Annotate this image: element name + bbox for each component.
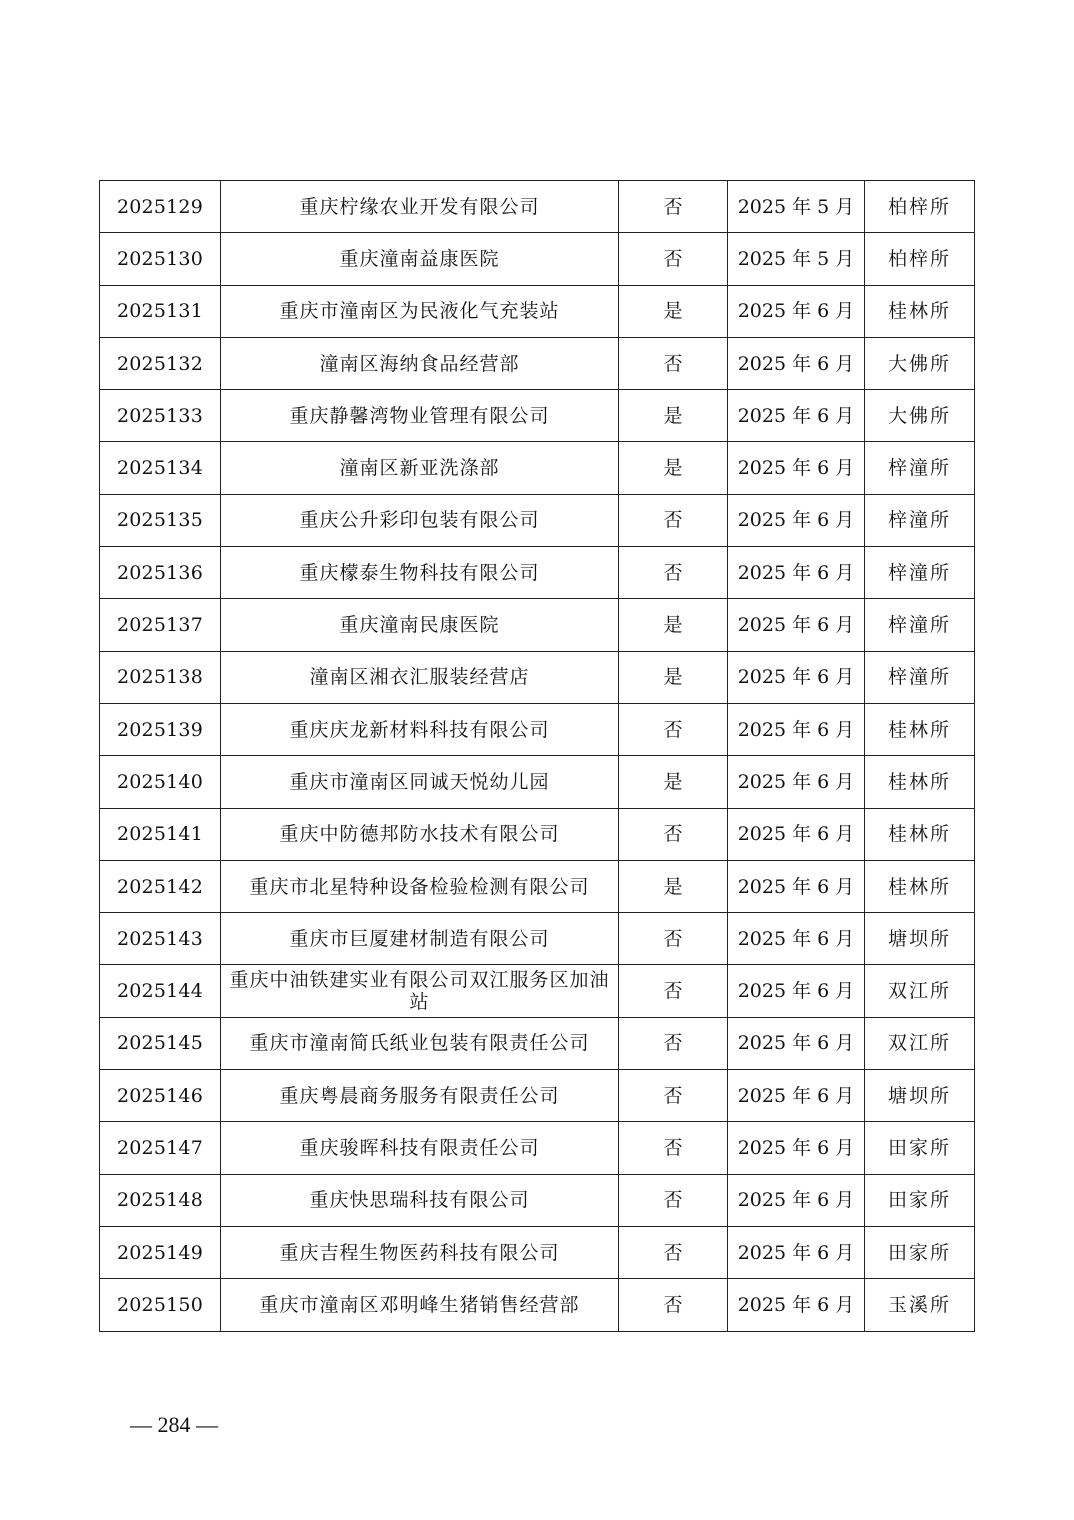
date-cell: 2025 年 5 月 xyxy=(728,181,865,233)
records-table xyxy=(99,180,975,1332)
records-table-body xyxy=(100,181,975,1332)
date-cell: 2025 年 6 月 xyxy=(728,1017,865,1069)
table-row xyxy=(100,1070,975,1122)
record-id-cell: 2025129 xyxy=(100,181,221,233)
record-id-cell: 2025132 xyxy=(100,337,221,389)
record-id-cell: 2025136 xyxy=(100,547,221,599)
office-cell: 玉溪所 xyxy=(865,1279,975,1331)
office-cell: 柏梓所 xyxy=(865,233,975,285)
date-cell: 2025 年 6 月 xyxy=(728,913,865,965)
flag-cell: 否 xyxy=(619,1226,728,1278)
table-row xyxy=(100,1226,975,1278)
office-cell: 梓潼所 xyxy=(865,651,975,703)
company-name-cell: 重庆静馨湾物业管理有限公司 xyxy=(221,390,619,442)
company-name-cell: 重庆潼南益康医院 xyxy=(221,233,619,285)
company-name-cell: 重庆庆龙新材料科技有限公司 xyxy=(221,703,619,755)
table-row xyxy=(100,965,975,1017)
table-row xyxy=(100,1279,975,1331)
company-name-cell: 重庆公升彩印包装有限公司 xyxy=(221,494,619,546)
record-id-cell: 2025145 xyxy=(100,1017,221,1069)
office-cell: 塘坝所 xyxy=(865,913,975,965)
flag-cell: 是 xyxy=(619,756,728,808)
record-id-cell: 2025134 xyxy=(100,442,221,494)
flag-cell: 否 xyxy=(619,1174,728,1226)
flag-cell: 否 xyxy=(619,808,728,860)
table-row xyxy=(100,703,975,755)
table-row xyxy=(100,1174,975,1226)
office-cell: 桂林所 xyxy=(865,860,975,912)
flag-cell: 是 xyxy=(619,860,728,912)
flag-cell: 否 xyxy=(619,1122,728,1174)
flag-cell: 是 xyxy=(619,285,728,337)
table-row xyxy=(100,599,975,651)
flag-cell: 否 xyxy=(619,1279,728,1331)
company-name-cell: 重庆市潼南区邓明峰生猪销售经营部 xyxy=(221,1279,619,1331)
office-cell: 田家所 xyxy=(865,1174,975,1226)
date-cell: 2025 年 5 月 xyxy=(728,233,865,285)
company-name-cell: 重庆市潼南区为民液化气充装站 xyxy=(221,285,619,337)
table-row xyxy=(100,442,975,494)
office-cell: 大佛所 xyxy=(865,337,975,389)
flag-cell: 否 xyxy=(619,547,728,599)
company-name-cell: 潼南区海纳食品经营部 xyxy=(221,337,619,389)
table-row xyxy=(100,1122,975,1174)
date-cell: 2025 年 6 月 xyxy=(728,390,865,442)
office-cell: 桂林所 xyxy=(865,756,975,808)
office-cell: 田家所 xyxy=(865,1226,975,1278)
table-row xyxy=(100,181,975,233)
date-cell: 2025 年 6 月 xyxy=(728,860,865,912)
date-cell: 2025 年 6 月 xyxy=(728,494,865,546)
flag-cell: 否 xyxy=(619,181,728,233)
company-name-cell: 重庆骏晖科技有限责任公司 xyxy=(221,1122,619,1174)
company-name-cell: 重庆快思瑞科技有限公司 xyxy=(221,1174,619,1226)
table-row xyxy=(100,1017,975,1069)
date-cell: 2025 年 6 月 xyxy=(728,442,865,494)
office-cell: 梓潼所 xyxy=(865,547,975,599)
date-cell: 2025 年 6 月 xyxy=(728,756,865,808)
record-id-cell: 2025144 xyxy=(100,965,221,1017)
table-row xyxy=(100,808,975,860)
company-name-cell: 重庆市巨厦建材制造有限公司 xyxy=(221,913,619,965)
record-id-cell: 2025133 xyxy=(100,390,221,442)
date-cell: 2025 年 6 月 xyxy=(728,1226,865,1278)
company-name-cell: 重庆柠缘农业开发有限公司 xyxy=(221,181,619,233)
date-cell: 2025 年 6 月 xyxy=(728,651,865,703)
record-id-cell: 2025143 xyxy=(100,913,221,965)
date-cell: 2025 年 6 月 xyxy=(728,965,865,1017)
flag-cell: 是 xyxy=(619,599,728,651)
record-id-cell: 2025148 xyxy=(100,1174,221,1226)
record-id-cell: 2025142 xyxy=(100,860,221,912)
record-id-cell: 2025138 xyxy=(100,651,221,703)
record-id-cell: 2025147 xyxy=(100,1122,221,1174)
company-name-cell: 重庆中防德邦防水技术有限公司 xyxy=(221,808,619,860)
office-cell: 柏梓所 xyxy=(865,181,975,233)
record-id-cell: 2025140 xyxy=(100,756,221,808)
office-cell: 桂林所 xyxy=(865,808,975,860)
company-name-cell: 重庆中油铁建实业有限公司双江服务区加油站 xyxy=(221,965,619,1017)
office-cell: 梓潼所 xyxy=(865,442,975,494)
flag-cell: 否 xyxy=(619,1017,728,1069)
company-name-cell: 重庆市北星特种设备检验检测有限公司 xyxy=(221,860,619,912)
table-row xyxy=(100,860,975,912)
date-cell: 2025 年 6 月 xyxy=(728,703,865,755)
table-row xyxy=(100,390,975,442)
record-id-cell: 2025135 xyxy=(100,494,221,546)
office-cell: 双江所 xyxy=(865,965,975,1017)
record-id-cell: 2025131 xyxy=(100,285,221,337)
date-cell: 2025 年 6 月 xyxy=(728,285,865,337)
table-row xyxy=(100,233,975,285)
office-cell: 田家所 xyxy=(865,1122,975,1174)
office-cell: 桂林所 xyxy=(865,285,975,337)
flag-cell: 否 xyxy=(619,913,728,965)
table-row xyxy=(100,651,975,703)
record-id-cell: 2025139 xyxy=(100,703,221,755)
company-name-cell: 重庆吉程生物医药科技有限公司 xyxy=(221,1226,619,1278)
office-cell: 双江所 xyxy=(865,1017,975,1069)
company-name-cell: 潼南区湘衣汇服装经营店 xyxy=(221,651,619,703)
date-cell: 2025 年 6 月 xyxy=(728,1174,865,1226)
record-id-cell: 2025130 xyxy=(100,233,221,285)
table-row xyxy=(100,547,975,599)
company-name-cell: 重庆市潼南区同诚天悦幼儿园 xyxy=(221,756,619,808)
flag-cell: 否 xyxy=(619,233,728,285)
table-row xyxy=(100,337,975,389)
date-cell: 2025 年 6 月 xyxy=(728,599,865,651)
company-name-cell: 重庆市潼南简氏纸业包装有限责任公司 xyxy=(221,1017,619,1069)
flag-cell: 否 xyxy=(619,703,728,755)
date-cell: 2025 年 6 月 xyxy=(728,1070,865,1122)
date-cell: 2025 年 6 月 xyxy=(728,337,865,389)
record-id-cell: 2025137 xyxy=(100,599,221,651)
flag-cell: 否 xyxy=(619,494,728,546)
office-cell: 大佛所 xyxy=(865,390,975,442)
record-id-cell: 2025149 xyxy=(100,1226,221,1278)
table-row xyxy=(100,494,975,546)
table-row xyxy=(100,285,975,337)
company-name-cell: 重庆潼南民康医院 xyxy=(221,599,619,651)
table-row xyxy=(100,913,975,965)
company-name-cell: 重庆粤晨商务服务有限责任公司 xyxy=(221,1070,619,1122)
flag-cell: 否 xyxy=(619,337,728,389)
page-number: — 284 — xyxy=(130,1412,218,1437)
flag-cell: 否 xyxy=(619,1070,728,1122)
record-id-cell: 2025141 xyxy=(100,808,221,860)
date-cell: 2025 年 6 月 xyxy=(728,1122,865,1174)
record-id-cell: 2025146 xyxy=(100,1070,221,1122)
company-name-cell: 潼南区新亚洗涤部 xyxy=(221,442,619,494)
record-id-cell: 2025150 xyxy=(100,1279,221,1331)
office-cell: 梓潼所 xyxy=(865,494,975,546)
flag-cell: 是 xyxy=(619,651,728,703)
flag-cell: 是 xyxy=(619,390,728,442)
table-row xyxy=(100,756,975,808)
office-cell: 梓潼所 xyxy=(865,599,975,651)
office-cell: 桂林所 xyxy=(865,703,975,755)
company-name-cell: 重庆檬泰生物科技有限公司 xyxy=(221,547,619,599)
flag-cell: 是 xyxy=(619,442,728,494)
office-cell: 塘坝所 xyxy=(865,1070,975,1122)
date-cell: 2025 年 6 月 xyxy=(728,808,865,860)
date-cell: 2025 年 6 月 xyxy=(728,547,865,599)
date-cell: 2025 年 6 月 xyxy=(728,1279,865,1331)
flag-cell: 否 xyxy=(619,965,728,1017)
